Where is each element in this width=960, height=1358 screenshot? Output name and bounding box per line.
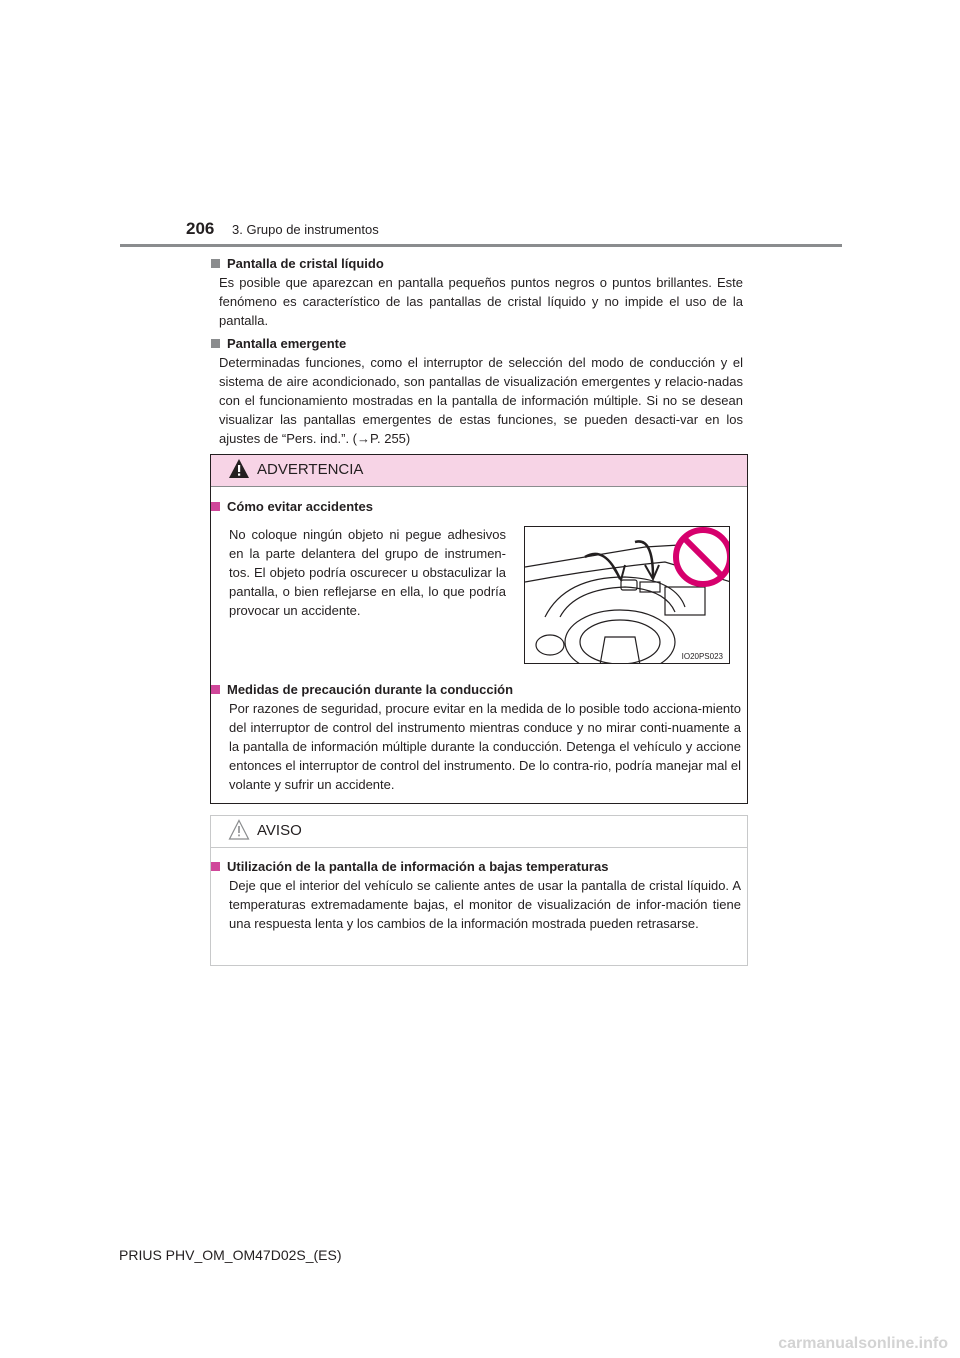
dashboard-illustration [524,526,730,664]
section-popup [211,334,743,448]
bullet-square-icon [211,862,220,871]
document-code: PRIUS PHV_OM_OM47D02S_(ES) [119,1247,342,1263]
notice-item-body: Deje que el interior del vehículo se caliente antes de usar la pantalla de cristal líquido. A temperaturas extremadamente bajas, el monitor de visualización de infor-mación tiene una respuesta lenta y los cambios de la información mostrada pueden retrasarse. [229,878,741,931]
warning-label: ADVERTENCIA [257,461,364,478]
dashboard-drawing [525,527,730,664]
section-title: Pantalla emergente [227,336,347,351]
warning-item-driving [211,680,741,794]
caution-triangle-icon [228,819,250,841]
section-title: Pantalla de cristal líquido [227,256,384,271]
notice-item-low-temp [211,857,741,933]
warning-header [211,455,747,487]
bullet-square-icon [211,339,220,348]
chapter-title: 3. Grupo de instrumentos [232,222,379,237]
notice-label: AVISO [257,822,302,839]
page-number: 206 [186,219,215,238]
bullet-square-icon [211,259,220,268]
bullet-square-icon [211,502,220,511]
prohibition-icon [676,530,730,584]
warning-item-body: Por razones de seguridad, procure evitar en la medida de lo posible todo acciona-miento del interruptor de control del instrumento mientras conduce y no mirar conti-nuamente a la pantalla de información múltiple durante la conducción. Detenga el vehículo y accione entonces el interruptor de control del instrumento. De lo contra-rio, podría manejar mal el volante y sufrir un accidente. [229,701,741,792]
notice-header [211,816,747,848]
warning-item-title: Medidas de precaución durante la conducción [227,682,514,697]
section-body: Es posible que aparezcan en pantalla pequeños puntos negros o puntos brillantes. Este fenómeno es característico de las pantallas de cristal líquido y no impide el uso de la pantalla. [219,275,743,328]
section-lcd [211,254,743,330]
watermark: carmanualsonline.info [778,1335,948,1352]
notice-item-title: Utilización de la pantalla de información a bajas temperaturas [227,859,609,874]
warning-item-body: No coloque ningún objeto ni pegue adhesivos en la parte delantera del grupo de instrumen-tos. El objeto podría oscurecer u obstaculizar la pantalla, o bien reflejarse en ella, lo que podría provocar un accidente. [229,527,506,618]
warning-triangle-icon [228,458,250,480]
section-body: Determinadas funciones, como el interruptor de selección del modo de conducción y el sistema de aire acondicionado, son pantallas de visualización emergentes y relacio-nadas con el funcionamiento mostradas en la pantalla de información múltiple. Si no se desean visualizar las pantallas emergentes de estas funciones, se pueden desacti-var en los ajustes de “Pers. ind.”. (→P. 255) [219,355,743,446]
warning-item-accidents [211,497,511,516]
illustration-code: IO20PS023 [681,652,723,661]
warning-item-title: Cómo evitar accidentes [227,499,373,514]
bullet-square-icon [211,685,220,694]
header-rule [120,244,842,247]
